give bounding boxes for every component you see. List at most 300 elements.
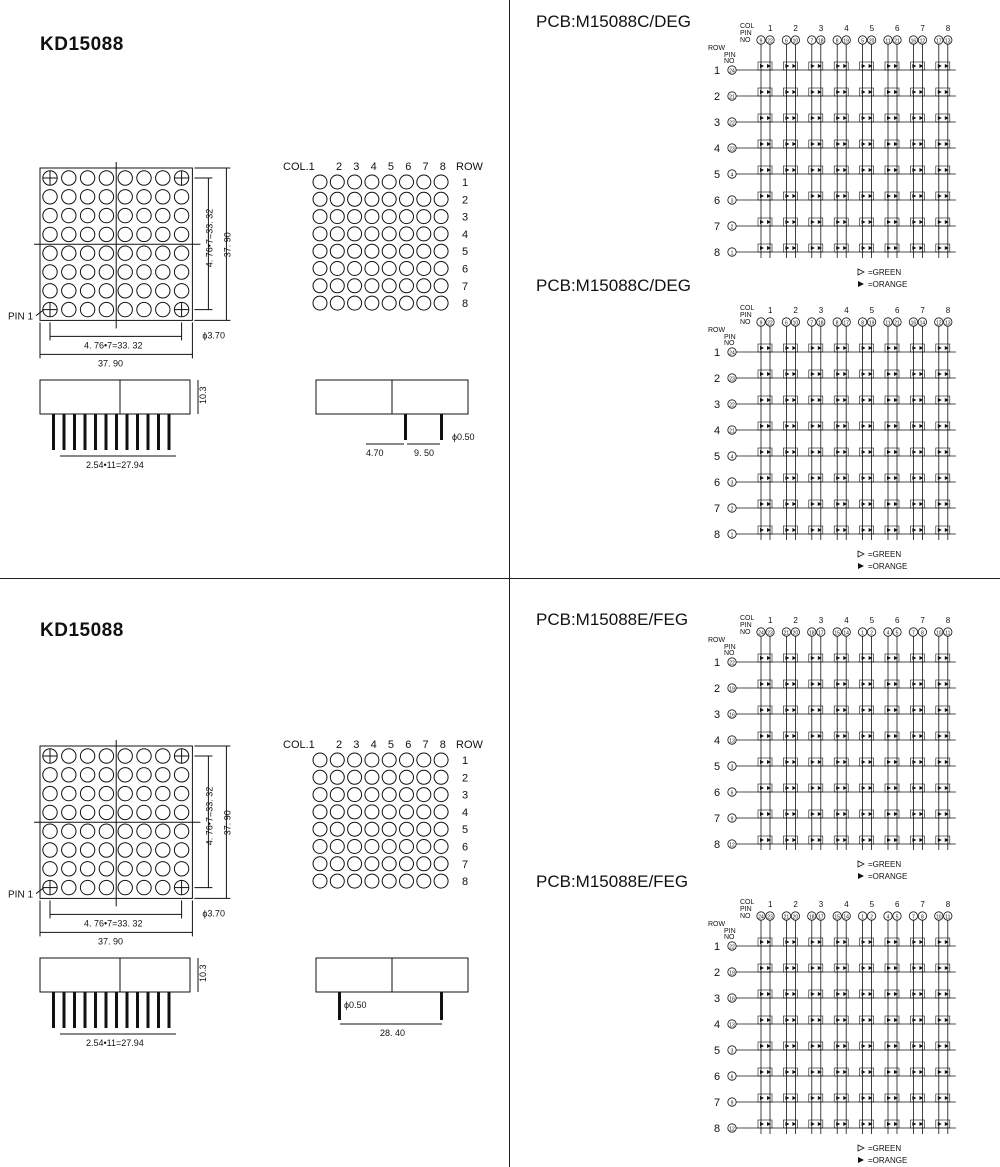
green-diode (785, 760, 789, 764)
pinout-dot (313, 175, 327, 189)
orange-diode (919, 1122, 923, 1126)
orange-diode (894, 1018, 898, 1022)
green-diode (785, 940, 789, 944)
pinout-dot (417, 874, 431, 888)
col-number: 4 (844, 306, 849, 315)
grid-row-number: 2 (462, 772, 469, 785)
led-dot (43, 786, 57, 800)
pinout-dot (417, 840, 431, 854)
col-pin-number: 22 (767, 38, 773, 45)
led-dot (99, 265, 113, 279)
col-pin-number: 19 (843, 38, 849, 45)
pinout-dot (313, 788, 327, 802)
schematic-title-1: PCB:M15088C/DEG (536, 12, 691, 31)
orange-diode (894, 682, 898, 686)
row-number: 8 (714, 247, 721, 259)
green-diode (811, 246, 815, 250)
led-dot (156, 768, 170, 782)
green-diode (887, 528, 891, 532)
orange-diode (894, 760, 898, 764)
pinout-dot (313, 857, 327, 871)
col-pin-number: 10 (792, 320, 799, 327)
orange-diode (818, 346, 822, 350)
col-number: 4 (844, 900, 849, 909)
pinout-dot (348, 210, 362, 224)
orange-diode (945, 838, 949, 842)
orange-diode (767, 1044, 771, 1048)
orange-diode (767, 1070, 771, 1074)
orange-diode (792, 760, 796, 764)
row-number: 2 (714, 967, 721, 979)
green-diode (862, 992, 866, 996)
grid-col-number: 7 (422, 739, 429, 751)
green-diode (760, 372, 764, 376)
col-pin-number: 17 (818, 914, 824, 921)
green-diode (862, 656, 866, 660)
col-number: 6 (895, 900, 900, 909)
orange-diode (869, 656, 873, 660)
orange-diode (843, 940, 847, 944)
pinout-dot (330, 770, 344, 784)
green-diode (887, 246, 891, 250)
dim-depth: 10.3 (198, 964, 208, 982)
orange-diode (792, 372, 796, 376)
orange-diode (818, 838, 822, 842)
led-dot (43, 862, 57, 876)
green-diode (862, 1096, 866, 1100)
green-diode (836, 708, 840, 712)
led-dot (118, 208, 132, 222)
orange-diode (792, 838, 796, 842)
orange-diode (894, 1070, 898, 1074)
led-dot (156, 843, 170, 857)
green-diode (912, 940, 916, 944)
orange-diode (894, 1122, 898, 1126)
pinout-dot (348, 192, 362, 206)
pinout-dot (330, 857, 344, 871)
led-dot (137, 246, 151, 260)
orange-diode (818, 450, 822, 454)
row-number: 1 (714, 657, 721, 669)
col-number: 5 (869, 24, 875, 33)
green-diode (862, 528, 866, 532)
orange-diode (919, 760, 923, 764)
pinout-dot (400, 753, 414, 767)
row-pin-number: 13 (729, 1022, 735, 1029)
pinout-dot (434, 874, 448, 888)
col-pin-number: 8 (921, 914, 924, 921)
col-pin-number: 8 (921, 630, 924, 637)
pinout-dot (434, 805, 448, 819)
orange-diode (869, 450, 873, 454)
green-diode (862, 90, 866, 94)
col-number: 2 (793, 24, 798, 33)
orange-diode (869, 90, 873, 94)
led-dot (43, 190, 57, 204)
green-diode (785, 476, 789, 480)
grid-col-number: 8 (439, 161, 446, 173)
grid-col-number: 6 (405, 739, 412, 751)
orange-diode (767, 142, 771, 146)
green-diode (887, 476, 891, 480)
col-pin-number: 12 (919, 38, 926, 45)
green-diode (938, 966, 942, 970)
orange-diode (894, 966, 898, 970)
green-diode (785, 682, 789, 686)
legend-orange: =ORANGE (868, 1156, 908, 1165)
pinout-dot (330, 262, 344, 276)
green-diode (912, 116, 916, 120)
orange-diode (767, 246, 771, 250)
orange-diode (894, 450, 898, 454)
col-number: 2 (793, 306, 798, 315)
grid-col-number: 2 (336, 739, 343, 751)
led-dot (156, 749, 170, 763)
pin-header: PIN (740, 622, 752, 629)
col-pin-number: 20 (792, 914, 799, 921)
orange-diode (818, 992, 822, 996)
pin-lead (338, 992, 341, 1020)
row-number: 4 (714, 143, 721, 155)
green-diode (785, 168, 789, 172)
led-dot (62, 302, 76, 316)
row-pin-number: 24 (729, 350, 735, 357)
pinout-dot (382, 296, 396, 310)
row-pin-number: 13 (729, 738, 735, 745)
green-diode (938, 1070, 942, 1074)
legend-orange: =ORANGE (868, 562, 908, 571)
orange-diode (818, 708, 822, 712)
col-pin-number: 2 (870, 630, 873, 637)
orange-diode (843, 682, 847, 686)
row-number: 6 (714, 787, 721, 799)
green-diode (862, 708, 866, 712)
green-diode (887, 656, 891, 660)
orange-diode (894, 812, 898, 816)
green-diode (887, 1044, 891, 1048)
orange-diode (894, 246, 898, 250)
grid-row-number: 4 (462, 228, 469, 241)
pin-lead (147, 992, 150, 1028)
green-diode (912, 838, 916, 842)
green-diode (862, 786, 866, 790)
green-diode (887, 424, 891, 428)
green-diode (862, 424, 866, 428)
col-pin-number: 7 (810, 38, 814, 45)
col-pin-number: 8 (835, 320, 839, 327)
green-diode (785, 838, 789, 842)
legend-orange-symbol (858, 281, 864, 287)
led-dot (80, 302, 94, 316)
pinout-dot (313, 227, 327, 241)
green-diode (938, 992, 942, 996)
green-diode (887, 734, 891, 738)
grid-row-number: 5 (462, 824, 469, 837)
orange-diode (818, 734, 822, 738)
orange-diode (919, 398, 923, 402)
orange-diode (945, 168, 949, 172)
grid-row-number: 7 (462, 858, 469, 871)
green-diode (836, 168, 840, 172)
led-dot (99, 805, 113, 819)
green-diode (887, 786, 891, 790)
green-diode (836, 64, 840, 68)
green-diode (862, 372, 866, 376)
grid-col-number: 8 (439, 739, 446, 751)
row-number: 6 (714, 195, 721, 207)
green-diode (887, 682, 891, 686)
orange-diode (869, 992, 873, 996)
orange-diode (767, 450, 771, 454)
green-diode (760, 168, 764, 172)
orange-diode (894, 346, 898, 350)
green-diode (912, 1018, 916, 1022)
row-number: 6 (714, 477, 721, 489)
pin-lead (157, 414, 160, 450)
pinout-dot (348, 857, 362, 871)
green-diode (760, 220, 764, 224)
col-number: 5 (869, 616, 875, 625)
row-pin-number: 22 (729, 660, 735, 667)
led-dot (137, 880, 151, 894)
pin-lead (404, 414, 407, 440)
green-diode (811, 992, 815, 996)
green-diode (760, 346, 764, 350)
orange-diode (869, 940, 873, 944)
row-number: 1 (714, 941, 721, 953)
row-pin-number: 4 (730, 172, 734, 179)
orange-diode (869, 1070, 873, 1074)
orange-diode (767, 502, 771, 506)
led-dot (99, 768, 113, 782)
orange-diode (945, 1122, 949, 1126)
orange-diode (767, 760, 771, 764)
row-number: 6 (714, 1071, 721, 1083)
orange-diode (792, 992, 796, 996)
pin-lead (63, 414, 66, 450)
pinout-dot (348, 175, 362, 189)
orange-diode (767, 220, 771, 224)
orange-diode (843, 142, 847, 146)
orange-diode (792, 786, 796, 790)
green-diode (811, 760, 815, 764)
green-diode (912, 760, 916, 764)
col-header: COL (740, 23, 755, 30)
orange-diode (843, 476, 847, 480)
row-number: 8 (714, 839, 721, 851)
led-dot (137, 227, 151, 241)
led-dot (62, 284, 76, 298)
pinout-dot (417, 296, 431, 310)
orange-diode (767, 992, 771, 996)
orange-diode (792, 682, 796, 686)
green-diode (912, 424, 916, 428)
col-pin-number: 1 (861, 914, 864, 921)
col-number: 2 (793, 900, 798, 909)
grid-row-number: 8 (462, 876, 469, 889)
green-diode (785, 786, 789, 790)
led-dot (80, 190, 94, 204)
green-diode (785, 346, 789, 350)
pinout-dot (330, 279, 344, 293)
col-pin-number: 20 (792, 630, 799, 637)
green-diode (760, 682, 764, 686)
pinout-dot (365, 192, 379, 206)
pinout-dot (313, 753, 327, 767)
green-diode (862, 398, 866, 402)
led-dot (43, 824, 57, 838)
pin-lead (440, 992, 443, 1020)
pin-lead (168, 992, 171, 1028)
col-pin-number: 18 (809, 630, 815, 637)
green-diode (760, 760, 764, 764)
pinout-dot (382, 227, 396, 241)
orange-diode (843, 838, 847, 842)
pinout-dot (365, 857, 379, 871)
green-diode (862, 64, 866, 68)
green-diode (785, 116, 789, 120)
orange-diode (894, 424, 898, 428)
pinout-dot (417, 262, 431, 276)
pinout-dot (417, 244, 431, 258)
green-diode (836, 142, 840, 146)
led-dot (137, 768, 151, 782)
orange-diode (818, 220, 822, 224)
green-diode (760, 992, 764, 996)
led-dot (174, 805, 188, 819)
col-pin-number: 1 (861, 630, 864, 637)
pinout-dot (417, 192, 431, 206)
side-dim-b: 9. 50 (414, 448, 435, 458)
orange-diode (894, 220, 898, 224)
green-diode (887, 838, 891, 842)
led-dot (80, 284, 94, 298)
green-diode (760, 502, 764, 506)
green-diode (938, 142, 942, 146)
dim-height: 37. 90 (222, 232, 233, 258)
green-diode (785, 424, 789, 428)
pin-lead (440, 414, 443, 440)
green-diode (836, 656, 840, 660)
pinout-dot (382, 770, 396, 784)
orange-diode (919, 168, 923, 172)
orange-diode (843, 220, 847, 224)
orange-diode (843, 64, 847, 68)
col-pin-number: 6 (785, 38, 788, 45)
row-pin-number: 1 (730, 532, 734, 539)
dim-depth: 10.3 (198, 386, 208, 404)
no-header: NO (724, 58, 735, 65)
orange-diode (843, 1044, 847, 1048)
green-diode (887, 1070, 891, 1074)
green-diode (836, 682, 840, 686)
orange-diode (792, 1044, 796, 1048)
led-dot (118, 880, 132, 894)
grid-col-number: 2 (336, 161, 343, 173)
led-dot (156, 208, 170, 222)
led-dot (137, 824, 151, 838)
orange-diode (945, 90, 949, 94)
green-diode (760, 476, 764, 480)
orange-diode (945, 142, 949, 146)
pinout-dot (434, 296, 448, 310)
grid-col-number: 3 (353, 161, 360, 173)
led-dot (156, 862, 170, 876)
col-pin-number: 11 (945, 630, 951, 637)
pinout-dot (382, 753, 396, 767)
col-pin-number: 14 (919, 320, 926, 327)
dim-pin-pitch: 2.54•11=27.94 (86, 1038, 144, 1048)
green-diode (811, 220, 815, 224)
green-diode (912, 64, 916, 68)
pinout-dot (382, 262, 396, 276)
legend-green-symbol (858, 1145, 864, 1151)
grid-col-number: 3 (353, 739, 360, 751)
col-number: 7 (920, 900, 925, 909)
green-diode (938, 194, 942, 198)
pinout-dot (365, 175, 379, 189)
orange-diode (818, 1096, 822, 1100)
row-number: 5 (714, 451, 721, 463)
col-number: 4 (844, 616, 849, 625)
pinout-dot (365, 788, 379, 802)
green-diode (862, 246, 866, 250)
green-diode (862, 682, 866, 686)
row-pin-number: 2 (730, 506, 734, 513)
legend-green-symbol (858, 861, 864, 867)
green-diode (887, 966, 891, 970)
green-diode (938, 528, 942, 532)
green-diode (760, 1096, 764, 1100)
green-diode (938, 168, 942, 172)
orange-diode (945, 502, 949, 506)
green-diode (785, 734, 789, 738)
orange-diode (818, 760, 822, 764)
orange-diode (919, 966, 923, 970)
orange-diode (869, 220, 873, 224)
led-dot (99, 749, 113, 763)
col-pin-number: 14 (843, 630, 849, 637)
green-diode (760, 116, 764, 120)
orange-diode (792, 90, 796, 94)
row-number: 7 (714, 1097, 721, 1109)
green-diode (811, 940, 815, 944)
green-diode (836, 734, 840, 738)
led-dot (174, 768, 188, 782)
col-pin-number: 13 (945, 320, 951, 327)
orange-diode (945, 734, 949, 738)
pinout-dot (400, 175, 414, 189)
side-pin-dia: ϕ0.50 (344, 1000, 367, 1010)
row-header: ROW (708, 327, 726, 334)
pin-header: PIN (724, 52, 736, 59)
green-diode (912, 246, 916, 250)
orange-diode (818, 476, 822, 480)
green-diode (836, 1018, 840, 1022)
col-number: 7 (920, 616, 925, 625)
pinout-dot (417, 175, 431, 189)
row-pin-number: 21 (729, 428, 735, 435)
col-pin-number: 22 (767, 320, 773, 327)
orange-diode (919, 90, 923, 94)
col-number: 3 (818, 306, 824, 315)
green-diode (785, 398, 789, 402)
green-diode (836, 116, 840, 120)
orange-diode (945, 1044, 949, 1048)
green-diode (836, 1096, 840, 1100)
led-dot (118, 824, 132, 838)
orange-diode (843, 760, 847, 764)
